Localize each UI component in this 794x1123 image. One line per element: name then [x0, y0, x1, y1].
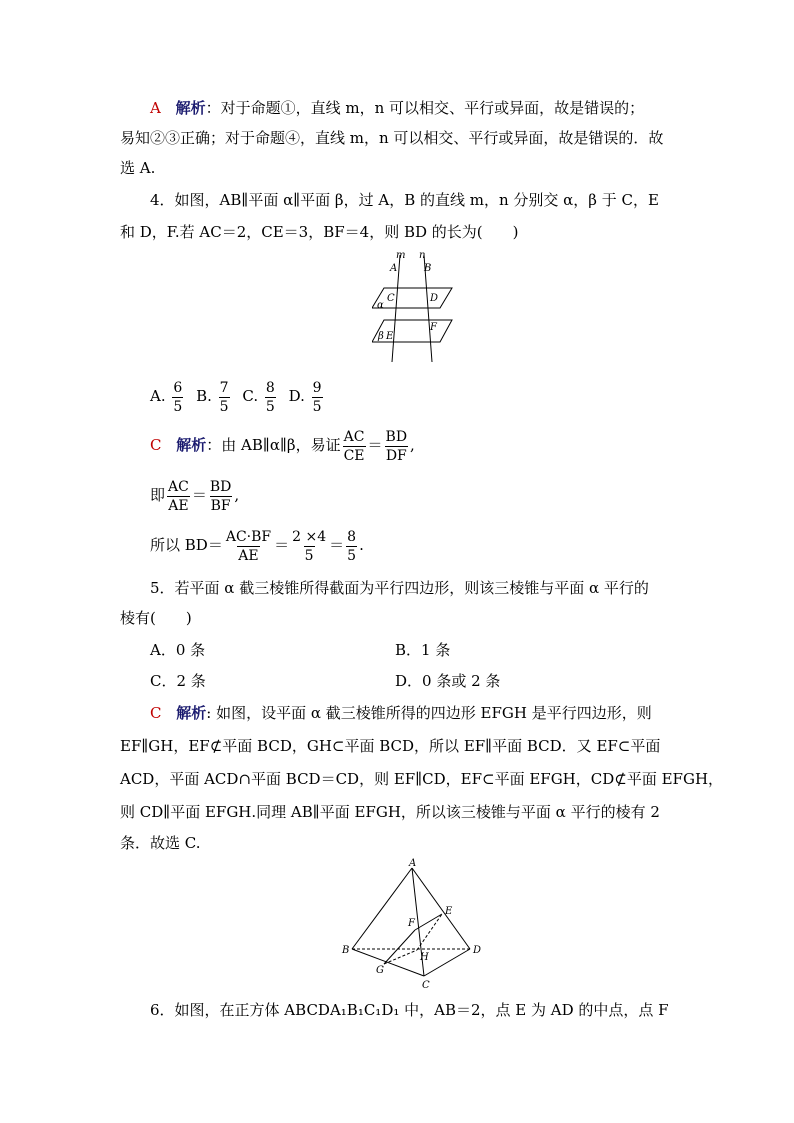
edge-AD [412, 868, 470, 949]
label-G: G [376, 965, 384, 976]
q5-option-b[interactable]: B．1 条 [395, 641, 451, 659]
segment-FE [415, 914, 442, 930]
label-C: C [387, 293, 395, 304]
answer-letter: C [150, 704, 162, 722]
q4-solution-line-3: 所以 BD＝ $\frac{AC\cdot BF}{AE}$ ＝ $\frac{2 \times 4}{5}$ ＝ $\frac{8}{5}$ . [150, 528, 364, 564]
q5-tetrahedron-figure [338, 858, 488, 990]
fraction: $\frac{AC}{AE}$ [168, 478, 189, 514]
label-D: D [473, 945, 482, 956]
label-m: m [396, 250, 406, 261]
answer-letter: C [150, 436, 162, 454]
label-C: C [422, 980, 430, 990]
fraction: $\frac{AC\cdot BF}{AE}$ [225, 528, 272, 564]
label-beta: β [378, 331, 384, 342]
segment-HE-hidden [417, 914, 442, 950]
label-D: D [430, 293, 439, 304]
label-B: B [342, 945, 350, 956]
fraction: $\frac{BD}{DF}$ [385, 428, 408, 464]
fraction: $\frac{2 \times 4}{5}$ [292, 528, 327, 564]
fraction: $\frac{9}{5}$ [312, 379, 322, 415]
analysis-label: 解析 [176, 704, 207, 722]
label-alpha: α [377, 300, 384, 311]
q4-option-a[interactable]: A. $\frac{6}{5}$ [150, 379, 183, 415]
fraction: $\frac{6}{5}$ [173, 379, 183, 415]
q4-line-1: 4．如图，AB∥平面 α∥平面 β，过 A，B 的直线 m，n 分别交 α，β 于 C，E [150, 191, 659, 209]
q5-solution-line-5: 条．故选 C. [120, 834, 201, 852]
label-n: n [419, 250, 426, 261]
fraction: $\frac{7}{5}$ [219, 379, 229, 415]
q5-option-d[interactable]: D．0 条或 2 条 [395, 672, 501, 690]
edge-CD [424, 949, 470, 976]
q4-option-b[interactable]: B. $\frac{7}{5}$ [196, 379, 229, 415]
q6-line-1: 6．如图，在正方体 ABCDA₁B₁C₁D₁ 中，AB＝2，点 E 为 AD 的中点，点 F [150, 1001, 669, 1019]
answer-letter: A [150, 99, 161, 117]
label-E: E [445, 906, 453, 917]
q4-solution-line-1: C 解析：由 AB∥α∥β，易证 $\frac{AC}{CE}$ ＝ $\frac{BD}{DF}$ , [150, 428, 415, 464]
q5-solution-line-1: C 解析: 如图，设平面 α 截三棱锥所得的四边形 EFGH 是平行四边形，则 [150, 704, 652, 722]
analysis-label: 解析 [176, 436, 207, 454]
q5-solution-line-2: EF∥GH，EF⊄平面 BCD，GH⊂平面 BCD，所以 EF∥平面 BCD．又 EF⊂平面 [120, 737, 661, 755]
q4-option-c[interactable]: C. $\frac{8}{5}$ [242, 379, 275, 415]
label-F: F [408, 918, 415, 929]
fraction: $\frac{BD}{BF}$ [209, 478, 232, 514]
fraction: $\frac{8}{5}$ [347, 528, 357, 564]
edge-BC [352, 949, 424, 976]
fraction: $\frac{8}{5}$ [265, 379, 275, 415]
label-H: H [420, 952, 429, 963]
q4-solution-line-2: 即 $\frac{AC}{AE}$ ＝ $\frac{BD}{BF}$ , [150, 478, 240, 514]
q4-options [150, 378, 325, 416]
label-A: A [409, 858, 417, 869]
segment-GH-hidden [384, 950, 417, 964]
segment-FG [384, 930, 415, 964]
edge-AB [352, 868, 412, 949]
q3-solution-line-3: 选 A. [120, 159, 156, 177]
label-A: A [390, 263, 398, 274]
fraction: $\frac{AC}{CE}$ [343, 428, 365, 464]
q4-line-2: 和 D，F.若 AC＝2，CE＝3，BF＝4，则 BD 的长为( ) [120, 223, 519, 241]
q5-solution-line-3: ACD，平面 ACD∩平面 BCD＝CD，则 EF∥CD，EF⊂平面 EFGH，CD⊄平面 EFGH， [120, 770, 724, 788]
q5-option-a[interactable]: A．0 条 [150, 641, 206, 659]
q5-line-2: 棱有( ) [120, 609, 192, 627]
analysis-label: 解析 [175, 99, 206, 117]
q5-option-c[interactable]: C．2 条 [150, 672, 206, 690]
q4-option-d[interactable]: D. $\frac{9}{5}$ [288, 379, 322, 415]
q4-planes-figure [372, 250, 462, 366]
q5-solution-line-4: 则 CD∥平面 EFGH.同理 AB∥平面 EFGH，所以该三棱锥与平面 α 平行的棱有 2 [120, 803, 660, 821]
label-E: E [386, 331, 394, 342]
plane-alpha [372, 288, 452, 308]
q3-solution-line-1 [150, 98, 644, 118]
label-B: B [424, 263, 432, 274]
plane-beta [372, 320, 452, 342]
label-F: F [430, 322, 437, 333]
q3-solution-text-1: ：对于命题①，直线 m，n 可以相交、平行或异面，故是错误的； [205, 99, 645, 117]
q3-solution-line-2: 易知②③正确；对于命题④，直线 m，n 可以相交、平行或异面，故是错误的．故 [120, 129, 664, 147]
q5-line-1: 5．若平面 α 截三棱锥所得截面为平行四边形，则该三棱锥与平面 α 平行的 [150, 579, 649, 597]
